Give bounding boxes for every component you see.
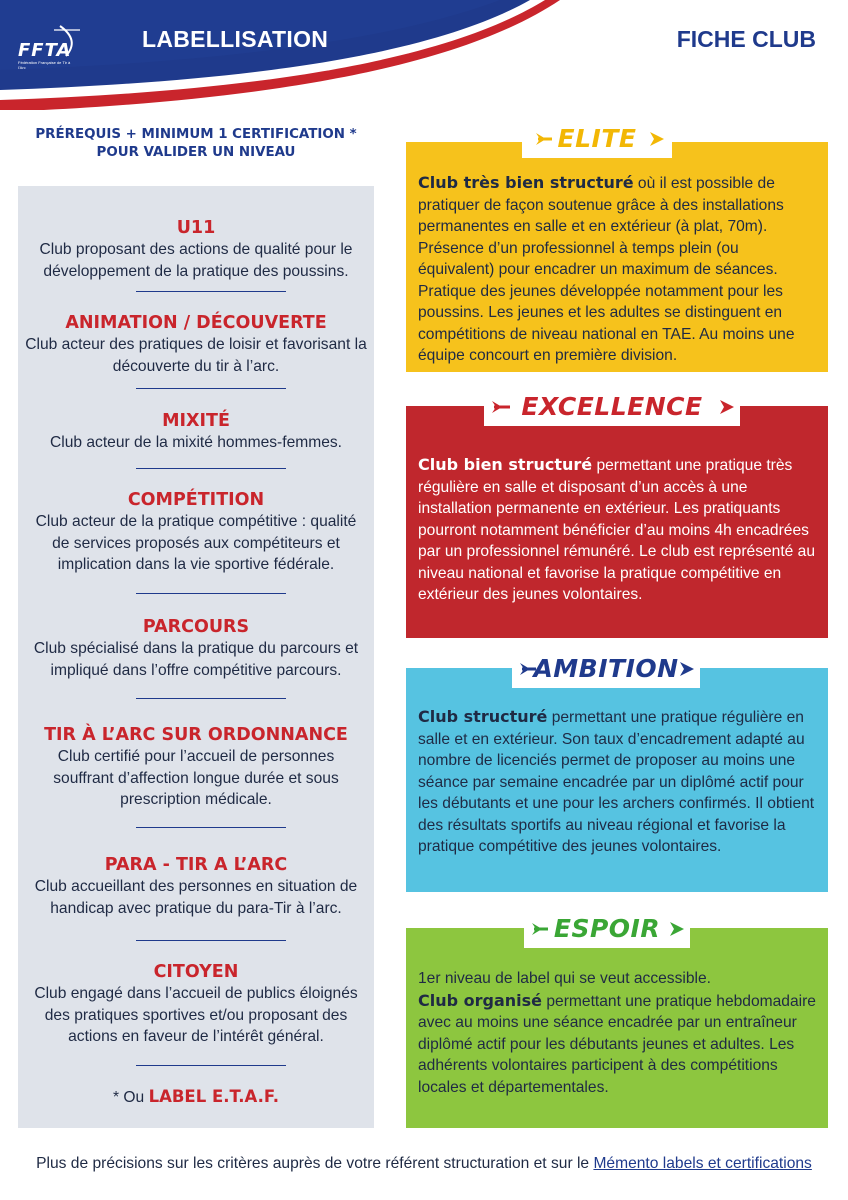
prerequisite-line-2: POUR VALIDER UN NIVEAU	[96, 145, 296, 160]
certification-title: TIR À L’ARC SUR ORDONNANCE	[44, 725, 348, 745]
label-espoir-intro: 1er niveau de label qui se veut accessible.	[418, 970, 711, 987]
separator	[136, 593, 286, 594]
label-excellence-bold: Club bien structuré	[418, 455, 593, 474]
certification-description: Club engagé dans l’accueil de publics éloignés des pratiques sportives et/ou proposant des actions en faveur de l’intérêt général.	[34, 985, 358, 1045]
label-elite-bold: Club très bien structuré	[418, 173, 634, 192]
label-excellence-name: EXCELLENCE	[521, 392, 703, 421]
label-espoir-badge	[524, 910, 690, 948]
ffta-logo[interactable]	[14, 22, 94, 72]
certification-description: Club acteur des pratiques de loisir et favorisant la découverte du tir à l’arc.	[25, 336, 367, 375]
certification-competition	[18, 489, 374, 576]
label-elite-description	[418, 172, 818, 367]
certification-title: PARA - TIR A L’ARC	[104, 855, 288, 875]
logo-subtitle: Fédération Française de Tir à l'Arc	[18, 60, 71, 70]
etaf-label: LABEL E.T.A.F.	[148, 1087, 279, 1106]
certification-title: MIXITÉ	[162, 411, 230, 431]
certification-citoyen	[18, 961, 374, 1048]
certification-parcours	[18, 616, 374, 681]
certification-mixite	[18, 410, 374, 454]
etaf-note	[18, 1087, 374, 1107]
footer-text: Plus de précisions sur les critères auprès de votre référent structuration et sur le	[36, 1155, 594, 1172]
certification-description: Club spécialisé dans la pratique du parcours et impliqué dans l’offre compétitive parcours.	[33, 640, 359, 679]
label-elite-text: où il est possible de pratiquer de façon soutenue grâce à des installations permanentes en salle et en extérieur (à plat, 70m). Présence d’un professionnel à temps plein (ou équivalent) pour encadrer un maximum de séances. Pratique des jeunes développée notamment pour les poussins. Les jeunes et les adultes se distinguent en compétitions de niveau national en TAE. Au moins une équipe concourt en première division.	[418, 175, 795, 364]
label-ambition-card	[406, 668, 828, 892]
label-ambition-name: AMBITION	[533, 654, 679, 683]
certification-animation	[18, 312, 374, 377]
certification-title: PARCOURS	[142, 617, 250, 637]
etaf-prefix: * Ou	[113, 1089, 145, 1106]
certification-description: Club acteur de la pratique compétitive : qualité de services proposés aux compétiteurs et implication dans la vie sportive fédérale.	[35, 513, 357, 573]
separator	[136, 827, 286, 828]
label-espoir-text: permettant une pratique hebdomadaire avec au moins une séance encadrée par un entraîneur diplômé actif pour les débutants jeunes et adultes. Les adhérents volontaires participent à des compétitions locales et départementales.	[418, 992, 816, 1096]
label-excellence-description	[418, 454, 818, 606]
separator	[136, 940, 286, 941]
label-ambition-badge	[512, 650, 700, 688]
label-espoir-description	[418, 968, 818, 1098]
document-type: FICHE CLUB	[676, 26, 816, 52]
memento-link[interactable]: Mémento labels et certifications	[593, 1155, 812, 1172]
label-excellence-badge	[484, 388, 740, 426]
separator	[136, 291, 286, 292]
certification-tir-sur-ordonnance	[18, 724, 374, 811]
prerequisite-line-1: PRÉREQUIS + MINIMUM 1 CERTIFICATION *	[35, 127, 357, 142]
certification-title: CITOYEN	[153, 962, 239, 982]
label-ambition-text: permettant une pratique régulière en salle et en extérieur. Son taux d’encadrement adapté au nombre de licenciés permet de proposer au moins une séance par semaine encadrée par un diplômé actif pour les débutants et une pour les archers confirmés. Il obtient des résultats sportifs au niveau régional et favorise la pratique compétitive des jeunes volontaires.	[418, 709, 815, 855]
separator	[136, 468, 286, 469]
label-espoir-name: ESPOIR	[553, 914, 661, 943]
label-elite-name: ELITE	[557, 124, 637, 153]
label-ambition-description	[418, 706, 818, 858]
header-banner	[0, 0, 848, 110]
separator	[136, 698, 286, 699]
label-espoir-bold: Club organisé	[418, 990, 543, 1010]
separator	[136, 388, 286, 389]
label-espoir-card	[406, 928, 828, 1128]
certifications-panel	[18, 186, 374, 1128]
certification-u11	[18, 217, 374, 282]
separator	[136, 1065, 286, 1066]
certification-para-tir	[18, 854, 374, 919]
certification-description: Club certifié pour l’accueil de personnes souffrant d’affection longue durée et sous prescription médicale.	[53, 748, 339, 808]
label-excellence-card	[406, 406, 828, 638]
certification-description: Club proposant des actions de qualité pour le développement de la pratique des poussins.	[39, 241, 353, 280]
page-title: LABELLISATION	[142, 26, 329, 52]
certification-title: COMPÉTITION	[127, 490, 265, 510]
footer-note	[0, 1155, 848, 1173]
label-elite-badge	[522, 120, 672, 158]
prerequisite-note	[18, 126, 374, 162]
label-ambition-bold: Club structuré	[418, 707, 548, 726]
certification-description: Club acteur de la mixité hommes-femmes.	[49, 434, 343, 451]
page-header	[0, 0, 848, 110]
certification-title: ANIMATION / DÉCOUVERTE	[65, 313, 327, 333]
certification-description: Club accueillant des personnes en situation de handicap avec pratique du para-Tir à l’arc.	[34, 878, 358, 917]
label-elite-card	[406, 142, 828, 372]
label-excellence-text: permettant une pratique très régulière en salle et disposant d’un accès à une installation permanente en extérieur. Les pratiquants pourront notamment bénéficier d’au moins 4h encadrées par un professionnel rémunéré. Le club est représenté au niveau national et favorise la pratique compétitive en extérieur des jeunes volontaires.	[418, 457, 816, 603]
logo-text: FFTA	[18, 40, 72, 61]
certification-title: U11	[176, 218, 216, 238]
